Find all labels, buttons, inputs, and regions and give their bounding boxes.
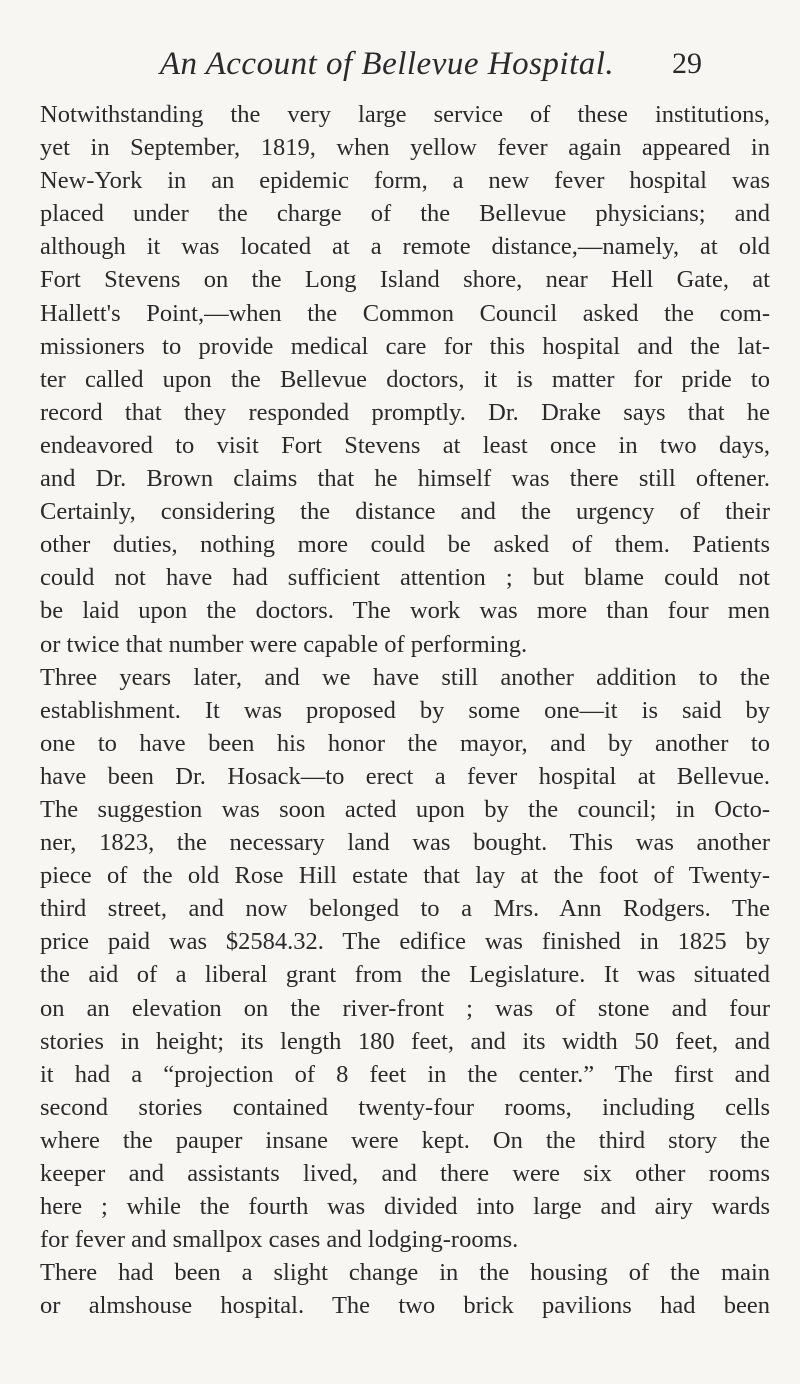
text-line: on an elevation on the river-front ; was of stone and four [40,994,770,1022]
running-title: An Account of Bellevue Hospital. [159,46,615,82]
text-line: third street, and now belonged to a Mrs. Ann Rodgers. The [40,895,770,923]
text-line: although it was located at a remote distance,—namely, at old [40,233,770,261]
text-line: missioners to provide medical care for this hospital and the lat- [40,332,770,360]
text-line: one to have been his honor the mayor, and by another to [40,729,770,757]
text-line: where the pauper insane were kept. On the third story the [40,1126,770,1154]
text-line: or twice that number were capable of performing. [40,630,528,658]
text-line: price paid was $2584.32. The edifice was finished in 1825 by [40,928,770,956]
text-line: it had a “projection of 8 feet in the center.” The first and [40,1060,770,1088]
text-line: the aid of a liberal grant from the Legislature. It was situated [40,961,770,989]
text-line: Hallett's Point,—when the Common Council asked the com- [40,299,770,327]
text-line: have been Dr. Hosack—to erect a fever hospital at Bellevue. [40,762,770,790]
text-line: second stories contained twenty-four rooms, including cells [40,1093,770,1121]
body-text [40,98,770,1322]
text-line: The suggestion was soon acted upon by the council; in Octo- [40,795,770,823]
text-line: or almshouse hospital. The two brick pavilions had been [40,1292,770,1320]
text-line: here ; while the fourth was divided into large and airy wards [40,1193,770,1221]
text-line: ter called upon the Bellevue doctors, it is matter for pride to [40,365,770,393]
text-line: keeper and assistants lived, and there were six other rooms [40,1160,770,1187]
text-line: ner, 1823, the necessary land was bought. This was another [40,829,770,857]
text-line: yet in September, 1819, when yellow fever again appeared in [40,134,770,162]
text-line: could not have had sufficient attention ; but blame could not [40,564,770,592]
text-line: There had been a slight change in the housing of the main [40,1259,770,1287]
text-line: Fort Stevens on the Long Island shore, near Hell Gate, at [40,266,770,294]
text-line: Three years later, and we have still another addition to the [40,663,770,691]
text-line: placed under the charge of the Bellevue physicians; and [40,200,770,228]
text-line: for fever and smallpox cases and lodging-rooms. [40,1226,519,1254]
text-line: record that they responded promptly. Dr. Drake says that he [40,398,770,426]
text-line: New-York in an epidemic form, a new fever hospital was [40,167,770,195]
text-line: stories in height; its length 180 feet, and its width 50 feet, and [40,1027,770,1055]
text-line: endeavored to visit Fort Stevens at least once in two days, [40,431,770,459]
page-number: 29 [672,47,702,80]
text-line: establishment. It was proposed by some one—it is said by [40,696,770,724]
text-line: Notwithstanding the very large service of these institutions, [40,101,770,128]
text-line: be laid upon the doctors. The work was more than four men [40,597,770,625]
text-line: other duties, nothing more could be asked of them. Patients [40,531,770,559]
text-line: piece of the old Rose Hill estate that lay at the foot of Twenty- [40,862,770,890]
text-line: Certainly, considering the distance and the urgency of their [40,498,770,526]
text-line: and Dr. Brown claims that he himself was there still oftener. [40,465,770,493]
running-head [142,42,702,86]
